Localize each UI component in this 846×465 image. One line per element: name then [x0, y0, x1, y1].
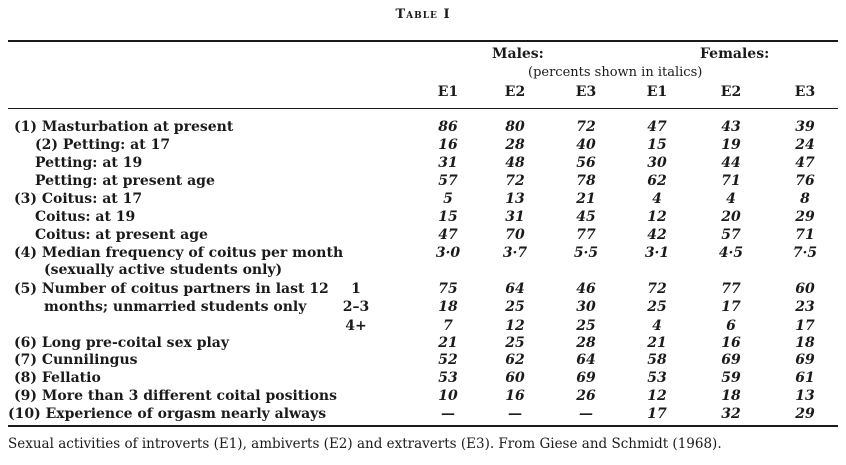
- table-cell: 7·5: [792, 245, 818, 261]
- table-cell: —: [508, 406, 522, 422]
- table-cell: 76: [795, 173, 815, 189]
- table-cell: 25: [505, 335, 525, 351]
- table-cell: 75: [438, 281, 458, 297]
- table-title: Table I: [395, 7, 451, 22]
- table-cell: 17: [721, 299, 741, 315]
- table-cell: 78: [576, 173, 596, 189]
- table-cell: 58: [647, 352, 667, 368]
- table-cell: 86: [438, 119, 458, 135]
- col-header-female-e3: E3: [794, 84, 816, 100]
- table-cell: 17: [647, 406, 667, 422]
- table-cell: 59: [721, 370, 741, 386]
- table-cell: 53: [438, 370, 458, 386]
- table-cell: 10: [438, 388, 458, 404]
- table-cell: 31: [505, 209, 525, 225]
- table-row: [0, 119, 846, 136]
- col-header-female-e1: E1: [646, 84, 668, 100]
- table-cell: 56: [576, 155, 596, 171]
- table-cell: 25: [576, 318, 596, 334]
- table-cell: 4: [652, 191, 662, 207]
- table-cell: 18: [795, 335, 815, 351]
- table-cell: 44: [721, 155, 741, 171]
- table-cell: 71: [795, 227, 815, 243]
- top-rule: [8, 40, 838, 42]
- table-cell: 80: [505, 119, 525, 135]
- row-sublabel: 1: [351, 281, 361, 297]
- table-row: [0, 281, 846, 298]
- row-sublabel: 2–3: [342, 299, 370, 315]
- table-cell: 77: [721, 281, 741, 297]
- table-cell: 30: [576, 299, 596, 315]
- table-cell: 21: [576, 191, 596, 207]
- table-cell: 30: [647, 155, 667, 171]
- table-cell: 16: [438, 137, 458, 153]
- table-cell: 23: [795, 299, 815, 315]
- table-row: [0, 173, 846, 190]
- table-cell: 57: [721, 227, 741, 243]
- table-cell: 62: [505, 352, 525, 368]
- table-cell: 72: [576, 119, 596, 135]
- table-row: [0, 370, 846, 387]
- table-cell: 18: [438, 299, 458, 315]
- table-cell: 21: [647, 335, 667, 351]
- table-row: [0, 191, 846, 208]
- table-cell: 7: [443, 318, 453, 334]
- table-cell: 71: [721, 173, 741, 189]
- table-cell: 40: [576, 137, 596, 153]
- table-cell: 46: [576, 281, 596, 297]
- table-row: [0, 352, 846, 369]
- table-cell: 72: [505, 173, 525, 189]
- table-row: [0, 318, 846, 335]
- table-cell: 64: [505, 281, 525, 297]
- table-cell: 47: [795, 155, 815, 171]
- table-cell: 13: [795, 388, 815, 404]
- table-cell: 52: [438, 352, 458, 368]
- table-cell: 15: [647, 137, 667, 153]
- row-label: months; unmarried students only: [44, 299, 307, 315]
- females-group-header: Females:: [700, 46, 770, 62]
- row-label: Coitus: at present age: [35, 227, 208, 243]
- table-cell: 26: [576, 388, 596, 404]
- males-group-header: Males:: [492, 46, 544, 62]
- table-cell: 45: [576, 209, 596, 225]
- col-header-male-e2: E2: [504, 84, 526, 100]
- table-cell: 77: [576, 227, 596, 243]
- col-header-female-e2: E2: [720, 84, 742, 100]
- table-row: [0, 406, 846, 423]
- table-cell: 21: [438, 335, 458, 351]
- table-cell: 39: [795, 119, 815, 135]
- table-row: [0, 137, 846, 154]
- row-label: (9) More than 3 different coital positions: [14, 388, 337, 404]
- row-label: (7) Cunnilingus: [14, 352, 138, 368]
- table-cell: 12: [647, 209, 667, 225]
- table-cell: 18: [721, 388, 741, 404]
- row-label: (sexually active students only): [44, 262, 283, 278]
- table-cell: 62: [647, 173, 667, 189]
- table-cell: 19: [721, 137, 741, 153]
- row-label: Petting: at present age: [35, 173, 215, 189]
- row-label: Coitus: at 19: [35, 209, 136, 225]
- table-cell: 29: [795, 209, 815, 225]
- table-cell: 72: [647, 281, 667, 297]
- table-cell: 64: [576, 352, 596, 368]
- table-cell: 60: [795, 281, 815, 297]
- table-row: [0, 245, 846, 262]
- table-cell: 43: [721, 119, 741, 135]
- table-row: [0, 209, 846, 226]
- table-cell: 12: [505, 318, 525, 334]
- table-cell: 6: [726, 318, 736, 334]
- table-cell: 53: [647, 370, 667, 386]
- table-cell: 4·5: [718, 245, 744, 261]
- row-label: (2) Petting: at 17: [35, 137, 171, 153]
- table-cell: 69: [795, 352, 815, 368]
- table-row: [0, 335, 846, 352]
- row-label: (10) Experience of orgasm nearly always: [8, 406, 327, 422]
- table-cell: 3·0: [435, 245, 461, 261]
- table-cell: 57: [438, 173, 458, 189]
- table-cell: 5·5: [573, 245, 599, 261]
- table-cell: 61: [795, 370, 815, 386]
- table-cell: 47: [438, 227, 458, 243]
- row-label: (6) Long pre-coital sex play: [14, 335, 230, 351]
- table-cell: 15: [438, 209, 458, 225]
- table-cell: 17: [795, 318, 815, 334]
- table-cell: 31: [438, 155, 458, 171]
- table-row: [0, 155, 846, 172]
- table-cell: 70: [505, 227, 525, 243]
- table-cell: 47: [647, 119, 667, 135]
- table-caption: Sexual activities of introverts (E1), ambiverts (E2) and extraverts (E3). From Giese and Schmidt (1968).: [8, 436, 722, 452]
- col-header-male-e3: E3: [575, 84, 597, 100]
- table-cell: —: [579, 406, 593, 422]
- header-rule: [8, 108, 838, 109]
- row-label: (5) Number of coitus partners in last 12: [14, 281, 329, 297]
- bottom-rule: [8, 425, 838, 427]
- table-cell: 3·1: [644, 245, 670, 261]
- table-cell: 16: [721, 335, 741, 351]
- table-cell: 3·7: [502, 245, 528, 261]
- row-label: (4) Median frequency of coitus per month: [14, 245, 344, 261]
- row-label: (8) Fellatio: [14, 370, 101, 386]
- table-cell: 42: [647, 227, 667, 243]
- table-cell: 32: [721, 406, 741, 422]
- table-cell: 25: [505, 299, 525, 315]
- table-cell: 4: [726, 191, 736, 207]
- col-header-male-e1: E1: [437, 84, 459, 100]
- table-cell: 69: [721, 352, 741, 368]
- row-sublabel: 4+: [345, 318, 367, 334]
- table-cell: 69: [576, 370, 596, 386]
- table-cell: 25: [647, 299, 667, 315]
- table-cell: 13: [505, 191, 525, 207]
- table-cell: 28: [576, 335, 596, 351]
- percent-note: (percents shown in italics): [528, 65, 703, 80]
- table-cell: 16: [505, 388, 525, 404]
- row-label: (1) Masturbation at present: [14, 119, 234, 135]
- table-cell: 5: [443, 191, 453, 207]
- table-cell: 20: [721, 209, 741, 225]
- table-cell: 29: [795, 406, 815, 422]
- table-cell: 24: [795, 137, 815, 153]
- table-row: [0, 299, 846, 316]
- row-label: Petting: at 19: [35, 155, 143, 171]
- table-cell: 8: [800, 191, 810, 207]
- row-label: (3) Coitus: at 17: [14, 191, 143, 207]
- table-cell: —: [441, 406, 455, 422]
- table-cell: 4: [652, 318, 662, 334]
- table-row: [0, 262, 846, 279]
- table-row: [0, 388, 846, 405]
- table-cell: 28: [505, 137, 525, 153]
- table-cell: 48: [505, 155, 525, 171]
- table-cell: 12: [647, 388, 667, 404]
- table-row: [0, 227, 846, 244]
- table-cell: 60: [505, 370, 525, 386]
